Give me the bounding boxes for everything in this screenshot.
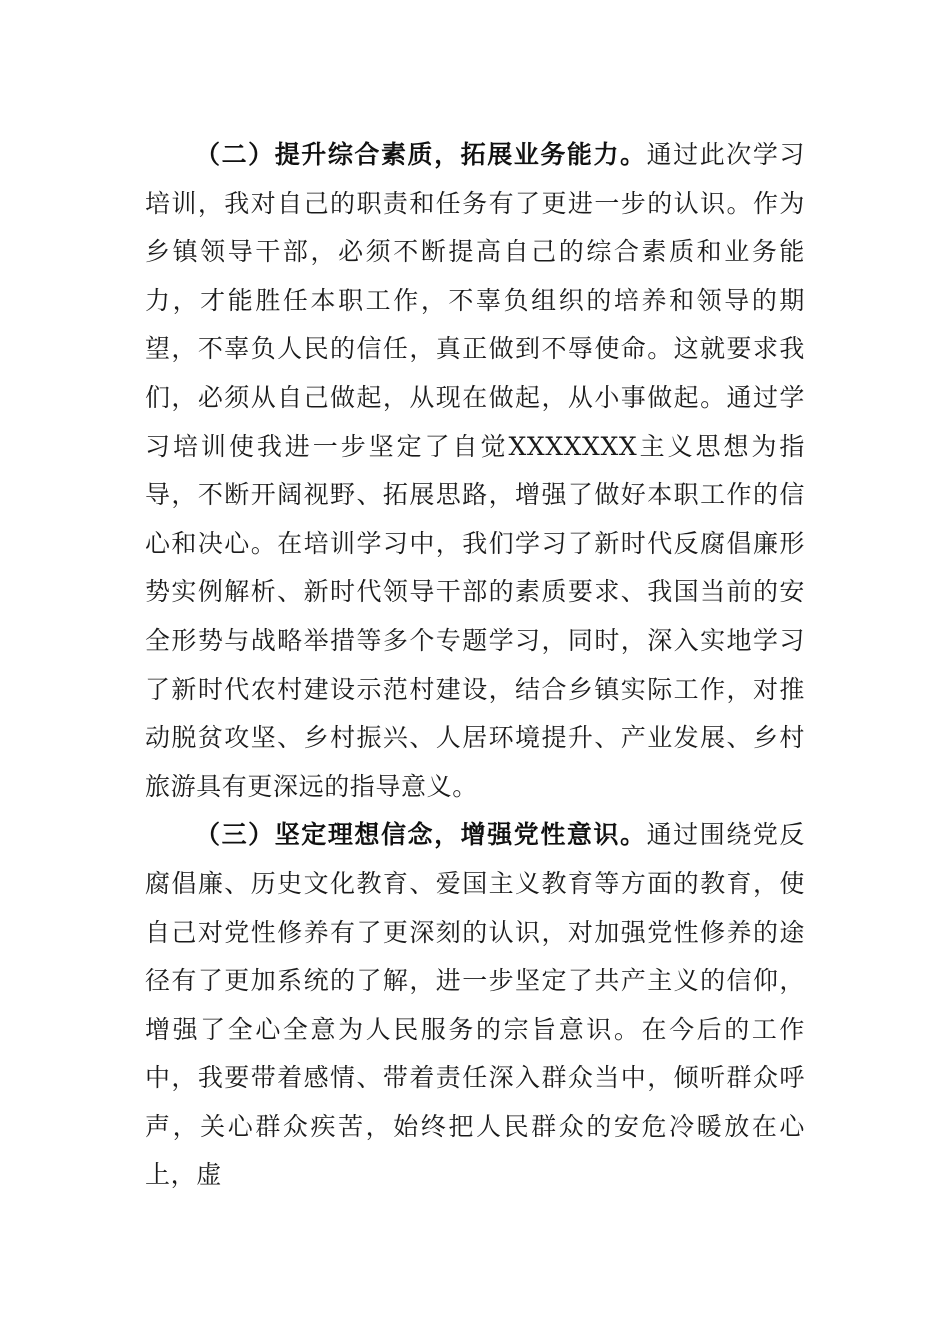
paragraph-3-body: 通过围绕党反腐倡廉、历史文化教育、爱国主义教育等方面的教育，使自己对党性修养有了更深刻的认识，对加强党性修养的途径有了更加系统的了解，进一步坚定了共产主义的信仰，增强了全心全意为人民服务的宗旨意识。在今后的工作中，我要带着感情、带着责任深入群众当中，倾听群众呼声，关心群众疾苦，始终把人民群众的安危冷暖放在心上，虚 bbox=[145, 820, 805, 1190]
paragraph-3 bbox=[145, 811, 805, 1200]
document-body bbox=[145, 131, 805, 1200]
paragraph-2-body: 通过此次学习培训，我对自己的职责和任务有了更进一步的认识。作为乡镇领导干部，必须不断提高自己的综合素质和业务能力，才能胜任本职工作，不辜负组织的培养和领导的期望，不辜负人民的信任，真正做到不辱使命。这就要求我们，必须从自己做起，从现在做起，从小事做起。通过学习培训使我进一步坚定了自觉XXXXXXX主义思想为指导，不断开阔视野、拓展思路，增强了做好本职工作的信心和决心。在培训学习中，我们学习了新时代反腐倡廉形势实例解析、新时代领导干部的素质要求、我国当前的安全形势与战略举措等多个专题学习，同时，深入实地学习了新时代农村建设示范村建设，结合乡镇实际工作，对推动脱贫攻坚、乡村振兴、人居环境提升、产业发展、乡村旅游具有更深远的指导意义。 bbox=[145, 140, 805, 801]
paragraph-2-heading: （二）提升综合素质，拓展业务能力。 bbox=[195, 140, 647, 169]
paragraph-3-heading: （三）坚定理想信念，增强党性意识。 bbox=[195, 820, 647, 850]
paragraph-2 bbox=[145, 131, 805, 811]
